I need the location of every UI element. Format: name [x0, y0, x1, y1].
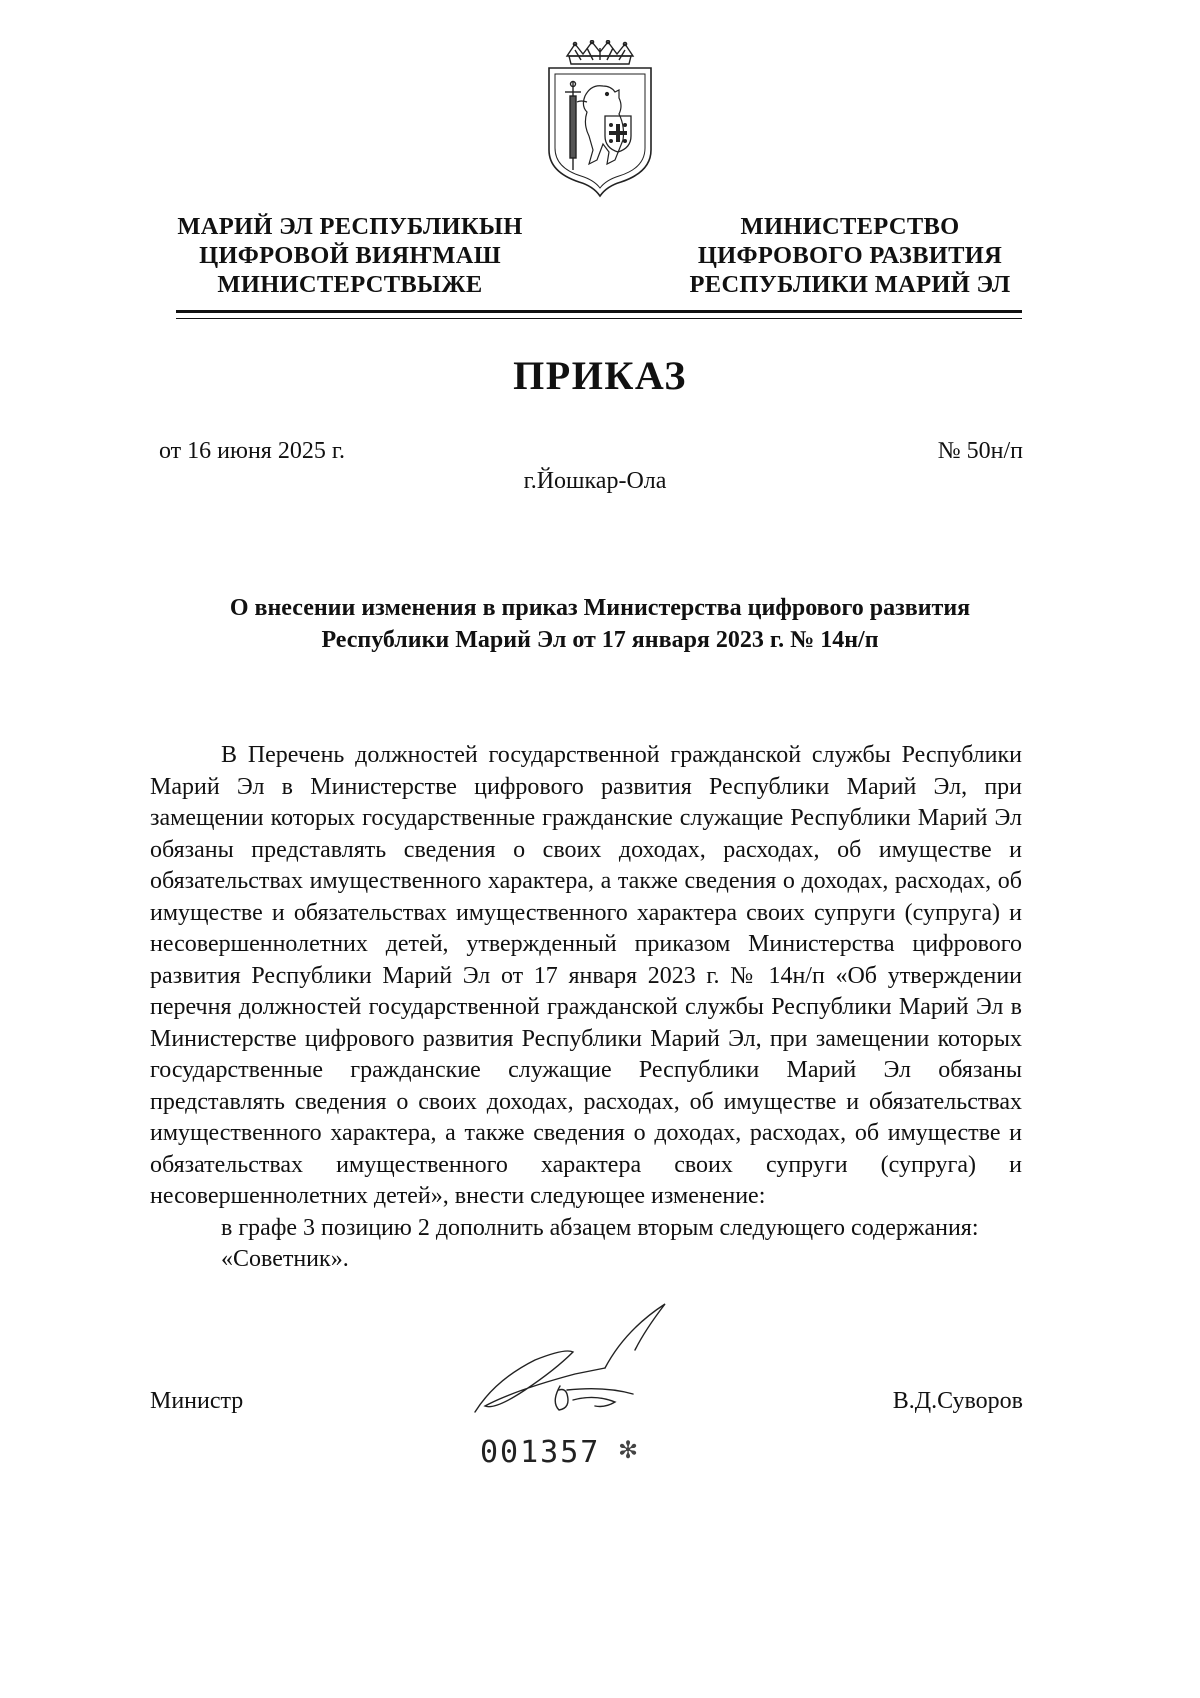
body-paragraph-2: в графе 3 позицию 2 дополнить абзацем вторым следующего содержания:	[221, 1214, 979, 1241]
header-divider-thin	[176, 318, 1022, 319]
document-title-line-2: Республики Марий Эл от 17 января 2023 г. № 14н/п	[321, 627, 879, 653]
document-title	[150, 592, 1050, 656]
document-type: ПРИКАЗ	[513, 353, 687, 398]
handwritten-signature-icon	[455, 1290, 685, 1430]
header-right-block	[640, 212, 1060, 299]
header-left-line-1: МАРИЙ ЭЛ РЕСПУБЛИКЫН	[177, 213, 523, 240]
document-date: от 16 июня 2025 г.	[159, 438, 345, 464]
document-body	[150, 740, 1022, 1276]
header-left-line-3: МИНИСТЕРСТВЫЖЕ	[217, 271, 483, 298]
header-right-line-3: РЕСПУБЛИКИ МАРИЙ ЭЛ	[689, 271, 1011, 298]
header-divider-thick	[176, 310, 1022, 313]
body-paragraph-1: В Перечень должностей государственной гражданской службы Республики Марий Эл в Министерстве цифрового развития Республики Марий Эл, при замещении которых государственные гражданские служащие Республики Марий Эл обязаны представлять сведения о своих доходах, расходах, об имуществе и обязательствах имущественного характера, а также сведения о доходах, расходах, об имуществе и обязательствах имущественного характера своих супруги (супруга) и несовершеннолетних детей, утвержденный приказом Министерства цифрового развития Республики Марий Эл от 17 января 2023 г. № 14н/п «Об утверждении перечня должностей государственной гражданской службы Республики Марий Эл в Министерстве цифрового развития Республики Марий Эл, при замещении которых государственные гражданские служащие Республики Марий Эл обязаны представлять сведения о своих доходах, расходах, об имуществе и обязательствах имущественного характера, а также сведения о доходах, расходах, об имуществе и обязательствах имущественного характера своих супруги (супруга) и несовершеннолетних детей», внести следующее изменение:	[150, 742, 1022, 1209]
header-left-line-2: ЦИФРОВОЙ ВИЯҤМАШ	[199, 242, 501, 269]
coat-of-arms-icon	[545, 40, 655, 200]
document-city-text: г.Йошкар-Ола	[523, 468, 667, 494]
signatory-name: В.Д.Суворов	[892, 1388, 1023, 1414]
header-right-line-1: МИНИСТЕРСТВО	[740, 213, 960, 240]
header-left-block	[150, 212, 550, 299]
document-city	[0, 468, 1200, 495]
document-title-line-1: О внесении изменения в приказ Министерства цифрового развития	[229, 595, 971, 621]
document-number: № 50н/п	[937, 438, 1023, 464]
signatory-role: Министр	[150, 1388, 244, 1414]
document-serial-number: 001357	[480, 1435, 601, 1470]
body-paragraph-3: «Советник».	[221, 1246, 349, 1272]
header-right-line-2: ЦИФРОВОГО РАЗВИТИЯ	[697, 242, 1003, 269]
asterisk-mark-icon: ✻	[618, 1438, 639, 1464]
